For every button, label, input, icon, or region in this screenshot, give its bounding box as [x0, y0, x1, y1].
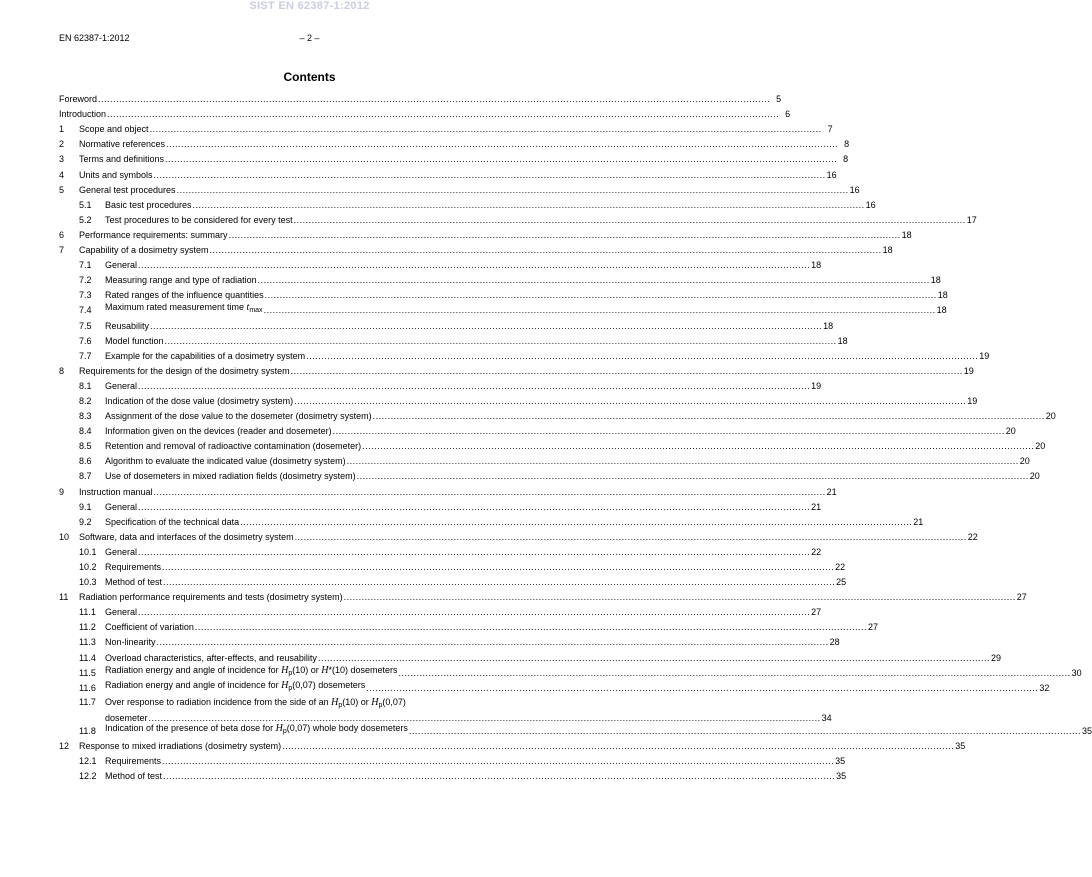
toc-entry-page: 35 — [1081, 725, 1092, 736]
toc-entry-label: Indication of the presence of beta dose for $H_p(0,07)$ whole body dosemeters — [105, 722, 408, 735]
toc-entry-number: 8.7 — [79, 471, 92, 482]
toc-entry-number: 9 — [59, 486, 65, 497]
toc-entry-label: Radiation energy and angle of incidence for $H_p(0,07)$ dosemeters — [105, 679, 366, 692]
toc-entry-label: General — [105, 546, 138, 557]
toc-entry-label: Use of dosemeters in mixed radiation fields (dosimetry system) — [105, 471, 356, 482]
dot-leader — [347, 456, 1019, 467]
toc-entry-page: 18 — [811, 260, 822, 271]
toc-entry[interactable] — [59, 271, 941, 286]
dot-leader — [210, 245, 882, 256]
toc-entry-page: 27 — [811, 607, 822, 618]
toc-entry-label: Capability of a dosimetry system — [79, 245, 209, 256]
toc-entry-page: 18 — [930, 275, 941, 286]
toc-entry-label: Method of test — [105, 771, 163, 782]
toc-entry-page: 16 — [849, 184, 860, 195]
toc-entry-label: General — [105, 607, 138, 618]
toc-entry-label: General — [105, 380, 138, 391]
toc-entry-number: 8 — [59, 365, 65, 376]
toc-entry[interactable] — [59, 286, 948, 301]
toc-entry-label: Foreword — [59, 94, 98, 105]
toc-entry-page: 21 — [913, 516, 924, 527]
toc-entry-number: 9.1 — [79, 501, 92, 512]
toc-entry-label: Assignment of the dose value to the dosemeter (dosimetry system) — [105, 411, 372, 422]
toc-entry[interactable] — [59, 558, 846, 573]
toc-entry-page: 8 — [844, 139, 850, 150]
toc-entry-page: 6 — [785, 109, 791, 120]
dot-leader — [163, 771, 835, 782]
toc-entry-label: Units and symbols — [79, 169, 153, 180]
toc-entry-number: 11.3 — [79, 637, 96, 648]
toc-entry[interactable] — [59, 90, 782, 105]
toc-entry-number: 7.4 — [79, 305, 92, 316]
toc-entry-label: Non-linearity — [105, 637, 156, 648]
toc-entry-page: 32 — [1039, 682, 1050, 693]
toc-entry-label: Performance requirements: summary — [79, 229, 228, 240]
dot-leader — [138, 547, 810, 558]
toc-entry-label-cont: dosemeter — [105, 712, 148, 723]
dot-leader — [264, 305, 936, 316]
toc-entry-page: 22 — [811, 546, 822, 557]
toc-entry-number: 5 — [59, 184, 65, 195]
toc-entry[interactable] — [59, 633, 840, 648]
toc-entry[interactable] — [59, 588, 1027, 603]
toc-entry-page: 8 — [843, 154, 849, 165]
toc-entry-number: 7.6 — [79, 335, 92, 346]
toc-entry-page: 21 — [826, 486, 837, 497]
toc-entry-page: 20 — [1029, 471, 1040, 482]
toc-entry-page: 18 — [937, 290, 948, 301]
toc-entry-label: General — [105, 260, 138, 271]
toc-entry-label: Indication of the dose value (dosimetry system) — [105, 395, 294, 406]
toc-entry[interactable] — [59, 694, 832, 723]
toc-entry[interactable] — [59, 543, 822, 558]
toc-entry-page: 18 — [882, 245, 893, 256]
toc-entry-label: Overload characteristics, after-effects, and reusability — [105, 652, 317, 663]
toc-entry[interactable] — [59, 603, 822, 618]
dot-leader — [409, 726, 1081, 737]
toc-entry-label: Maximum rated measurement time $t_{max}$ — [105, 302, 263, 315]
toc-entry[interactable] — [59, 648, 1002, 663]
toc-entry-page: 19 — [967, 395, 978, 406]
dot-leader — [193, 200, 865, 211]
toc-entry-page: 35 — [955, 740, 966, 751]
toc-entry[interactable] — [59, 513, 924, 528]
toc-entry-number: 7.2 — [79, 275, 92, 286]
toc-entry-page: 7 — [827, 124, 833, 135]
toc-entry-number: 8.3 — [79, 411, 92, 422]
toc-entry-label: General test procedures — [79, 184, 176, 195]
toc-entry-number: 7.1 — [79, 260, 92, 271]
document-id: EN 62387-1:2012 — [59, 33, 130, 43]
toc-entry[interactable] — [59, 498, 822, 513]
toc-entry-page: 17 — [966, 214, 977, 225]
dot-leader — [318, 653, 990, 664]
dot-leader — [166, 139, 838, 150]
toc-entry-page: 22 — [835, 562, 846, 572]
toc-entry-number: 11 — [59, 592, 69, 603]
toc-entry[interactable] — [59, 196, 876, 211]
toc-entry-label: Retention and removal of radioactive contamination (dosemeter) — [105, 441, 362, 452]
toc-entry-page: 34 — [821, 712, 832, 723]
toc-entry-page: 18 — [936, 305, 947, 316]
toc-entry[interactable] — [59, 211, 977, 226]
dot-leader — [344, 592, 1016, 603]
dot-leader — [282, 741, 954, 752]
toc-entry-number: 11.1 — [79, 607, 96, 618]
toc-entry-label: Coefficient of variation — [105, 622, 194, 633]
toc-entry[interactable] — [59, 135, 850, 150]
dot-leader — [229, 230, 901, 241]
dot-leader — [98, 94, 770, 105]
toc-entry[interactable] — [59, 150, 849, 165]
toc-entry[interactable] — [59, 482, 837, 497]
toc-entry-number: 4 — [59, 169, 65, 180]
toc-entry[interactable] — [59, 573, 847, 588]
dot-leader — [138, 260, 810, 271]
toc-entry-number: 8.1 — [79, 380, 92, 391]
toc-entry-label: Terms and definitions — [79, 154, 165, 165]
dot-leader — [399, 668, 1071, 679]
toc-entry[interactable] — [59, 181, 860, 196]
toc-entry-page: 19 — [963, 365, 974, 376]
toc-entry[interactable] — [59, 752, 846, 767]
dot-leader — [195, 622, 867, 633]
toc-entry-page: 35 — [836, 771, 847, 782]
toc-entry-label: Specification of the technical data — [105, 516, 240, 527]
toc-entry[interactable] — [59, 467, 1040, 482]
toc-entry-number: 8.4 — [79, 426, 92, 437]
toc-entry-number: 2 — [59, 139, 65, 150]
toc-entry-number: 12.1 — [79, 756, 97, 767]
toc-entry-label: Rated ranges of the influence quantities — [105, 290, 264, 301]
toc-entry-page: 19 — [811, 380, 822, 391]
toc-entry-page: 30 — [1071, 667, 1082, 678]
toc-entry-label: Requirements — [105, 756, 162, 767]
toc-entry[interactable] — [59, 407, 1056, 422]
toc-entry-label: Radiation energy and angle of incidence for $H_p(10)$ or H*(10) dosemeters — [105, 664, 398, 677]
toc-entry-label-line1: Over response to radiation incidence from the side of an $H_p(10)$ or $H_p(0,07)$ — [105, 696, 406, 709]
toc-entry[interactable] — [59, 332, 848, 347]
dot-leader — [177, 185, 849, 196]
toc-entry-page: 27 — [868, 622, 879, 633]
dot-leader — [165, 336, 837, 347]
toc-entry[interactable] — [59, 679, 1050, 694]
toc-entry-number: 11.7 — [79, 696, 96, 707]
toc-entry-number: 7 — [59, 245, 65, 256]
toc-entry-page: 20 — [1019, 456, 1030, 467]
dot-leader — [107, 109, 779, 120]
toc-entry-label: Model function — [105, 335, 164, 346]
toc-entry-number: 10.3 — [79, 577, 97, 588]
toc-entry-label: Test procedures to be considered for every test — [105, 214, 293, 225]
toc-entry[interactable] — [59, 256, 822, 271]
toc-entry[interactable] — [59, 452, 1030, 467]
toc-entry[interactable] — [59, 422, 1016, 437]
toc-entry-page: 29 — [991, 652, 1002, 663]
dot-leader — [162, 756, 834, 767]
toc-entry-number: 10.1 — [79, 546, 97, 557]
toc-entry-page: 18 — [901, 229, 912, 240]
toc-entry-page: 27 — [1016, 592, 1027, 603]
toc-entry-number: 10.2 — [79, 562, 97, 572]
toc-entry-label: Radiation performance requirements and tests (dosimetry system) — [79, 592, 343, 603]
dot-leader — [357, 471, 1029, 482]
toc-entry[interactable] — [59, 377, 822, 392]
toc-entry-label: Method of test — [105, 577, 163, 588]
toc-entry-number: 11.6 — [79, 682, 96, 693]
dot-leader — [150, 321, 822, 332]
dot-leader — [154, 487, 826, 498]
dot-leader — [373, 411, 1045, 422]
dot-leader — [295, 532, 967, 543]
toc-entry-number: 1 — [59, 124, 65, 135]
dot-leader — [138, 607, 810, 618]
toc-entry-label: Requirements — [105, 562, 162, 572]
dot-leader — [138, 502, 810, 513]
toc-entry[interactable] — [59, 301, 947, 316]
toc-entry-number: 12.2 — [79, 771, 97, 782]
toc-entry-page: 20 — [1045, 411, 1056, 422]
toc-entry-label: Instruction manual — [79, 486, 153, 497]
toc-entry-label: Measuring range and type of radiation — [105, 275, 257, 286]
toc-entry-page: 25 — [836, 577, 847, 588]
toc-entry-page: 28 — [829, 637, 840, 648]
toc-entry[interactable] — [59, 722, 1092, 737]
toc-entry[interactable] — [59, 362, 974, 377]
toc-entry-page: 22 — [967, 531, 978, 542]
toc-entry-label: Software, data and interfaces of the dosimetry system — [79, 531, 294, 542]
dot-leader — [258, 275, 930, 286]
toc-entry[interactable] — [59, 316, 834, 331]
toc-entry-label: Introduction — [59, 109, 107, 120]
toc-entry[interactable] — [59, 737, 966, 752]
toc-entry[interactable] — [59, 767, 847, 782]
toc-entry[interactable] — [59, 105, 791, 120]
toc-entry[interactable] — [59, 664, 1082, 679]
dot-leader — [165, 154, 837, 165]
dot-leader — [306, 351, 978, 362]
dot-leader — [366, 683, 1038, 694]
toc-entry-number: 3 — [59, 154, 65, 165]
toc-entry-number: 11.4 — [79, 652, 96, 663]
dot-leader — [240, 517, 912, 528]
dot-leader — [157, 637, 829, 648]
toc-entry[interactable] — [59, 618, 879, 633]
toc-entry-number: 12 — [59, 740, 70, 751]
toc-entry-label: Normative references — [79, 139, 166, 150]
toc-entry-number: 10 — [59, 531, 70, 542]
toc-entry-label: Reusability — [105, 320, 150, 331]
dot-leader — [154, 170, 826, 181]
toc-entry-number: 7.7 — [79, 350, 92, 361]
dot-leader — [294, 215, 966, 226]
toc-entry-number: 5.2 — [79, 214, 92, 225]
dot-leader — [333, 426, 1005, 437]
toc-entry-number: 8.5 — [79, 441, 92, 452]
toc-entry-page: 21 — [811, 501, 822, 512]
toc-entry-label: Requirements for the design of the dosimetry system — [79, 365, 290, 376]
toc-entry-label: Algorithm to evaluate the indicated value (dosimetry system) — [105, 456, 346, 467]
toc-entry-label: General — [105, 501, 138, 512]
toc-entry-page: 16 — [865, 199, 876, 210]
toc-entry[interactable] — [59, 528, 978, 543]
toc-entry-number: 7.5 — [79, 320, 92, 331]
contents-title: Contents — [283, 70, 336, 84]
watermark: SIST EN 62387-1:2012 — [249, 0, 370, 12]
dot-leader — [265, 290, 937, 301]
toc-entry-number: 11.8 — [79, 725, 96, 736]
toc-entry-page: 20 — [1005, 426, 1016, 437]
page-number: – 2 – — [299, 33, 320, 43]
dot-leader — [162, 562, 834, 573]
toc-entry-number: 8.2 — [79, 395, 92, 406]
toc-entry-page: 35 — [835, 756, 846, 767]
toc-entry-label — [105, 697, 832, 724]
toc-entry-label: Response to mixed irradiations (dosimetry system) — [79, 740, 282, 751]
toc-entry-number: 8.6 — [79, 456, 92, 467]
dot-leader — [150, 124, 822, 135]
toc-entry[interactable] — [59, 437, 1046, 452]
table-of-contents — [59, 90, 1092, 782]
toc-entry-page: 16 — [826, 169, 837, 180]
toc-entry[interactable] — [59, 347, 990, 362]
toc-entry-page: 20 — [1035, 441, 1046, 452]
toc-entry-number: 7.3 — [79, 290, 92, 301]
toc-entry-label: Information given on the devices (reader and dosemeter) — [105, 426, 332, 437]
dot-leader — [138, 381, 810, 392]
toc-entry-number: 5.1 — [79, 199, 92, 210]
toc-entry-page: 19 — [979, 350, 990, 361]
toc-entry-number: 6 — [59, 229, 65, 240]
dot-leader — [291, 366, 963, 377]
dot-leader — [294, 396, 966, 407]
toc-entry-page: 18 — [837, 335, 848, 346]
toc-entry[interactable] — [59, 241, 893, 256]
toc-entry[interactable] — [59, 165, 837, 180]
toc-entry[interactable] — [59, 392, 978, 407]
toc-entry-page: 18 — [823, 320, 834, 331]
toc-entry-label: Scope and object — [79, 124, 149, 135]
dot-leader — [362, 441, 1034, 452]
toc-entry-label: Example for the capabilities of a dosimetry system — [105, 350, 306, 361]
toc-entry-number: 11.5 — [79, 667, 96, 678]
toc-entry-number: 9.2 — [79, 516, 92, 527]
toc-entry-number: 11.2 — [79, 622, 96, 633]
dot-leader — [163, 577, 835, 588]
toc-entry-label: Basic test procedures — [105, 199, 192, 210]
toc-entry-page: 5 — [776, 94, 782, 105]
toc-entry[interactable] — [59, 120, 833, 135]
toc-entry[interactable] — [59, 226, 912, 241]
